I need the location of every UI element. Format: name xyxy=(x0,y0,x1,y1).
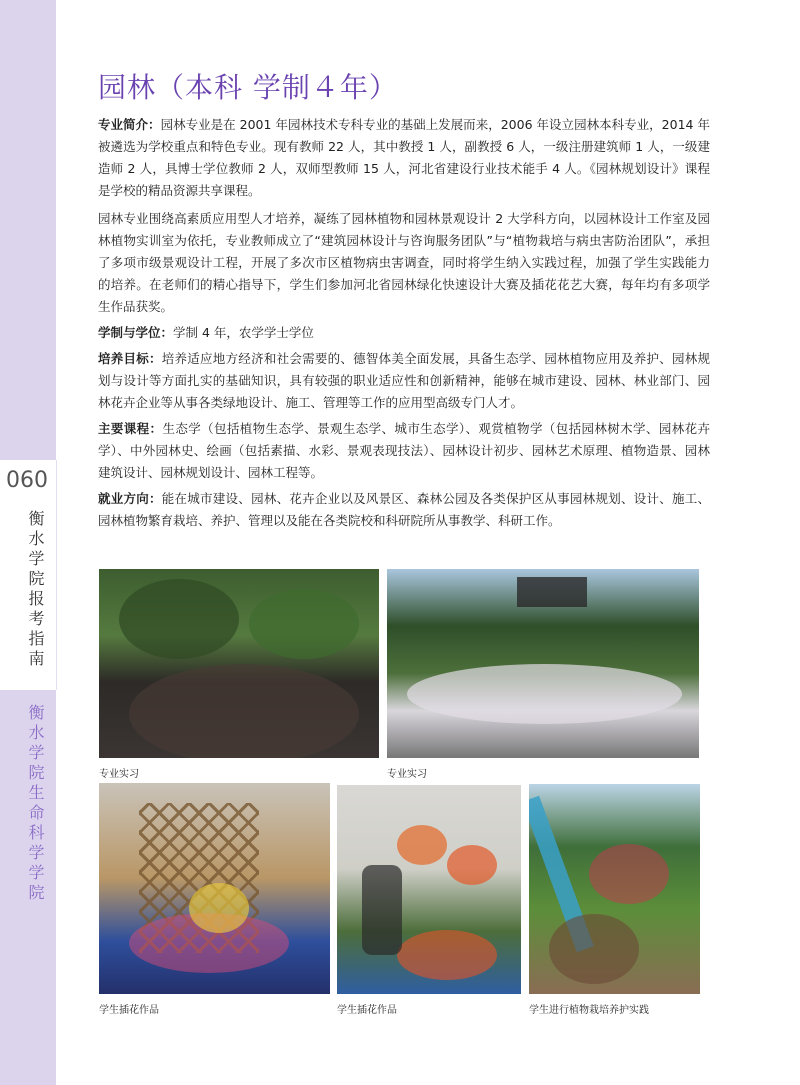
paragraph-training xyxy=(98,208,710,318)
paragraph-text: 学制 4 年，农学学士学位 xyxy=(173,325,314,340)
paragraph-text: 培养适应地方经济和社会需要的、德智体美全面发展，具备生态学、园林植物应用及养护、园林规划与设计等方面扎实的基础知识，具有较强的职业适应性和创新精神，能够在城市建设、园林、林业部门、园林花卉企业等从事各类绿地设计、施工、管理等工作的应用型高级专门人才。 xyxy=(98,351,710,410)
photo-flower-arrangement-1 xyxy=(99,783,330,994)
photo-caption: 专业实习 xyxy=(99,769,139,780)
paragraph-text: 生态学（包括植物生态学、景观生态学、城市生态学）、观赏植物学（包括园林树木学、园林花卉学）、中外园林史、绘画（包括素描、水彩、景观表现技法）、园林设计初步、园林艺术原理、植物造景、园林建筑设计、园林规划设计、园林工程等。 xyxy=(98,421,710,480)
paragraph-text: 园林专业围绕高素质应用型人才培养，凝练了园林植物和园林景观设计 2 大学科方向，以园林设计工作室及园林植物实训室为依托，专业教师成立了“建筑园林设计与咨询服务团队”与“植物栽培与病虫害防治团队”，承担了多项市级景观设计工程，开展了多次市区植物病虫害调查，同时将学生纳入实践过程，加强了学生实践能力的培养。在老师们的精心指导下，学生们参加河北省园林绿化快速设计大赛及插花花艺大赛，每年均有多项学生作品获奖。 xyxy=(98,211,710,314)
photo-caption: 学生插花作品 xyxy=(337,1005,397,1016)
page-number: 060 xyxy=(6,468,48,493)
paragraph-text: 园林专业是在 2001 年园林技术专科专业的基础上发展而来，2006 年设立园林本科专业，2014 年被遴选为学校重点和特色专业。现有教师 22 人，其中教授 1 人，副教授 6 人，一级注册建筑师 1 人，一级建造师 2 人，具博士学位教师 2 人，双师型教师 15 人，河北省建设行业技术能手 4 人。《园林规划设计》课程是学校的精品资源共享课程。 xyxy=(98,117,710,198)
photo-caption: 学生进行植物栽培养护实践 xyxy=(529,1005,649,1016)
photo-field-practice-2 xyxy=(387,569,699,758)
paragraph-label: 主要课程： xyxy=(98,421,163,436)
vertical-college-name: 衡水学院生命科学学院 xyxy=(26,704,45,904)
sidebar-top-band xyxy=(0,0,56,460)
paragraph-label: 就业方向： xyxy=(98,491,162,506)
photo-plant-cultivation xyxy=(529,784,700,994)
paragraph-text: 能在城市建设、园林、花卉企业以及风景区、森林公园及各类保护区从事园林规划、设计、施工、园林植物繁育栽培、养护、管理以及能在各类院校和科研院所从事教学、科研工作。 xyxy=(98,491,710,528)
paragraph-degree xyxy=(98,322,710,344)
body-text xyxy=(98,114,710,536)
photo-field-practice-1 xyxy=(99,569,379,758)
paragraph-courses xyxy=(98,418,710,484)
paragraph-intro xyxy=(98,114,710,202)
photo-caption: 专业实习 xyxy=(387,769,427,780)
page-title: 园林（本科 学制４年） xyxy=(98,71,398,104)
paragraph-label: 学制与学位： xyxy=(98,325,174,340)
paragraph-goal xyxy=(98,348,710,414)
photo-flower-arrangement-2 xyxy=(337,785,521,994)
paragraph-label: 培养目标： xyxy=(98,351,162,366)
vertical-guide-title: 衡水学院报考指南 xyxy=(26,510,45,670)
paragraph-career xyxy=(98,488,710,532)
photo-caption: 学生插花作品 xyxy=(99,1005,159,1016)
paragraph-label: 专业简介： xyxy=(98,117,161,132)
